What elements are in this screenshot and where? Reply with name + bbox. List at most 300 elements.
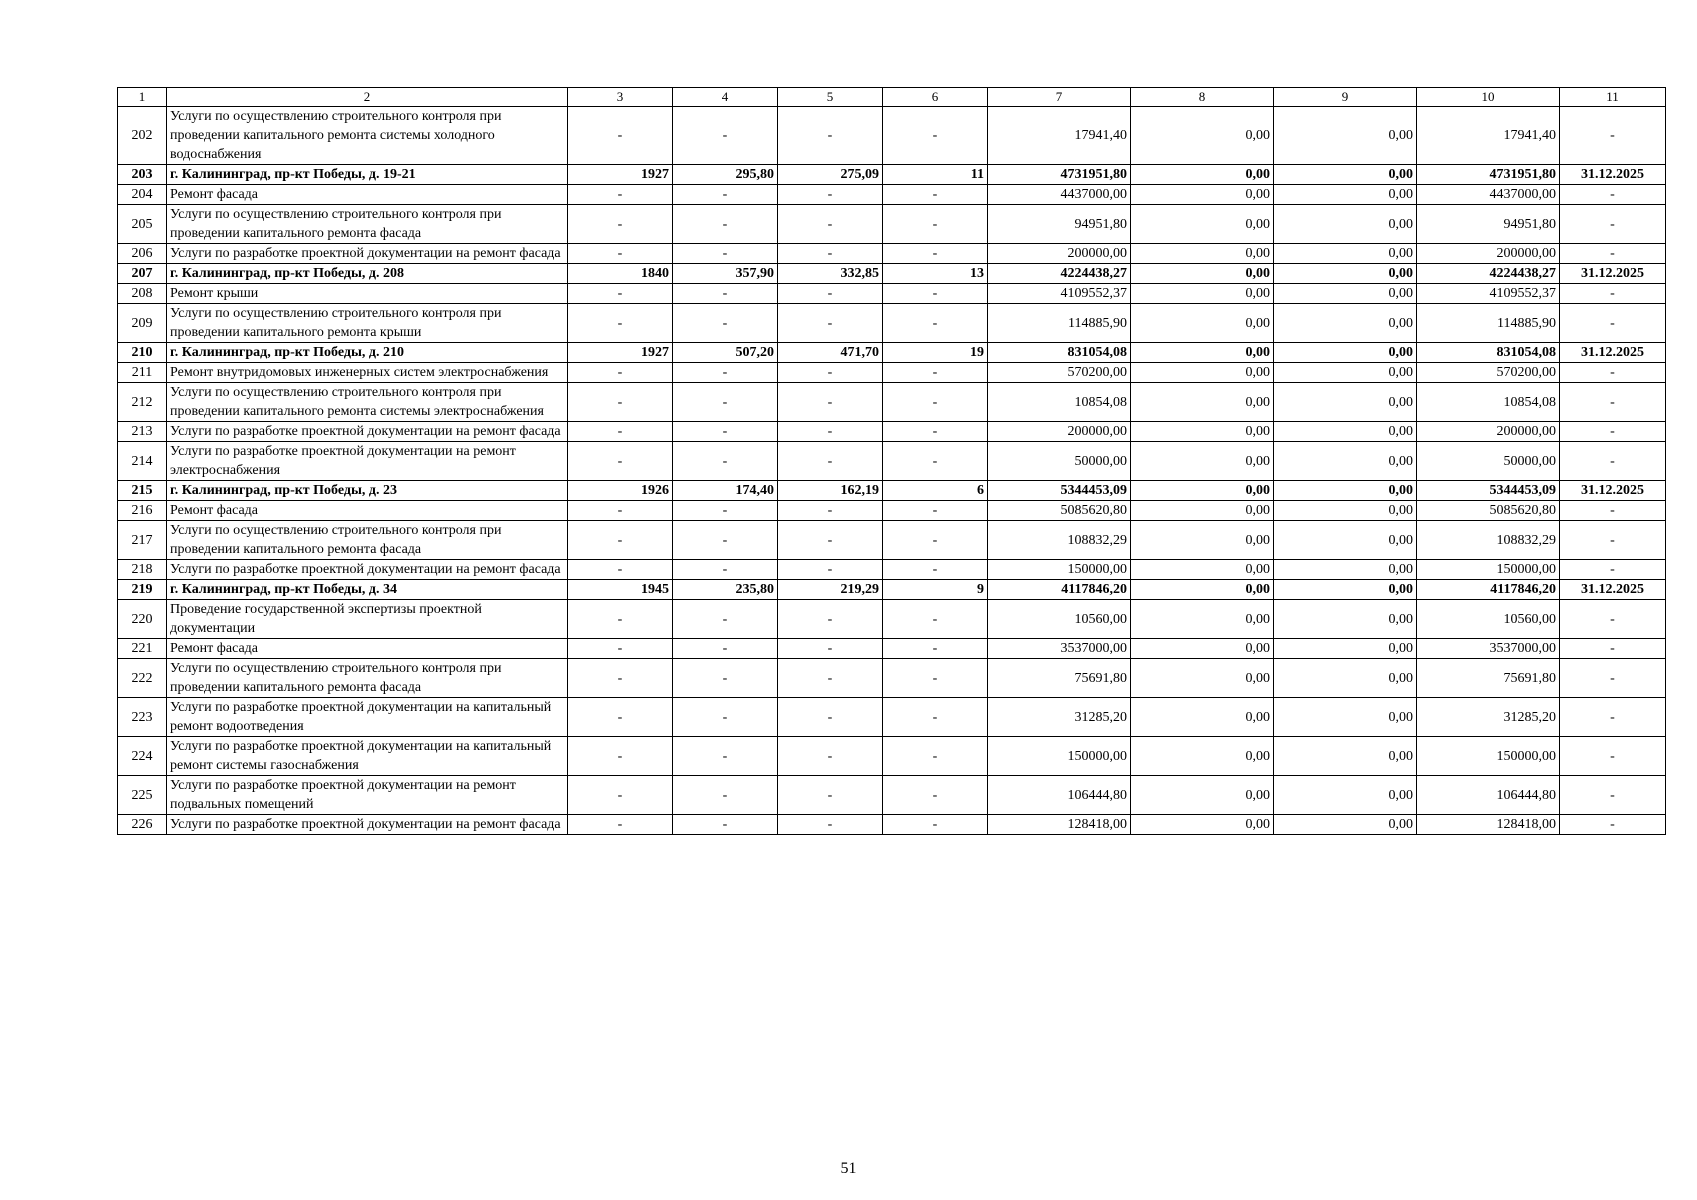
cell-col-6: - — [883, 205, 988, 244]
column-header-6: 6 — [883, 88, 988, 107]
cell-col-4: - — [673, 284, 778, 304]
cell-col-4: - — [673, 442, 778, 481]
cell-col-8: 0,00 — [1131, 284, 1274, 304]
cell-col-9: 0,00 — [1274, 264, 1417, 284]
cell-col-11-date: - — [1560, 185, 1666, 205]
cell-col-3: 1927 — [568, 343, 673, 363]
cell-description: Услуги по осуществлению строительного контроля при проведении капитального ремонта системы холодного водоснабжения — [167, 107, 568, 165]
table-row — [118, 205, 1666, 244]
cell-description: Услуги по разработке проектной документации на ремонт фасада — [167, 560, 568, 580]
column-header-2: 2 — [167, 88, 568, 107]
cell-col-10-amount: 200000,00 — [1417, 244, 1560, 264]
table-row — [118, 776, 1666, 815]
cell-col-7-amount: 4117846,20 — [988, 580, 1131, 600]
column-header-10: 10 — [1417, 88, 1560, 107]
cell-col-6: - — [883, 304, 988, 343]
cell-col-3: - — [568, 185, 673, 205]
cell-col-4: - — [673, 639, 778, 659]
cell-col-9: 0,00 — [1274, 600, 1417, 639]
cell-col-11-date: - — [1560, 107, 1666, 165]
cell-col-6: - — [883, 698, 988, 737]
table-row — [118, 481, 1666, 501]
cell-col-9: 0,00 — [1274, 205, 1417, 244]
cell-col-4: - — [673, 521, 778, 560]
table-row — [118, 521, 1666, 560]
cell-col-5: - — [778, 442, 883, 481]
cell-col-8: 0,00 — [1131, 521, 1274, 560]
cell-col-8: 0,00 — [1131, 304, 1274, 343]
cell-col-3: 1840 — [568, 264, 673, 284]
cell-col-8: 0,00 — [1131, 185, 1274, 205]
cell-col-10-amount: 4224438,27 — [1417, 264, 1560, 284]
cell-col-4: - — [673, 383, 778, 422]
cell-col-10-amount: 4117846,20 — [1417, 580, 1560, 600]
cell-col-6: - — [883, 442, 988, 481]
cell-col-6: - — [883, 185, 988, 205]
column-header-8: 8 — [1131, 88, 1274, 107]
cell-col-5: 162,19 — [778, 481, 883, 501]
table-row — [118, 363, 1666, 383]
cell-col-3: - — [568, 501, 673, 521]
cell-col-4: 507,20 — [673, 343, 778, 363]
cell-row-number: 224 — [118, 737, 167, 776]
cell-col-8: 0,00 — [1131, 501, 1274, 521]
cell-description: Услуги по разработке проектной документации на ремонт подвальных помещений — [167, 776, 568, 815]
cell-col-10-amount: 94951,80 — [1417, 205, 1560, 244]
cell-col-11-date: - — [1560, 383, 1666, 422]
cell-col-7-amount: 5085620,80 — [988, 501, 1131, 521]
table-row — [118, 560, 1666, 580]
cell-col-7-amount: 75691,80 — [988, 659, 1131, 698]
cell-col-9: 0,00 — [1274, 363, 1417, 383]
cell-row-number: 205 — [118, 205, 167, 244]
cell-row-number: 209 — [118, 304, 167, 343]
cell-col-5: - — [778, 383, 883, 422]
cell-col-8: 0,00 — [1131, 600, 1274, 639]
cell-col-3: - — [568, 521, 673, 560]
cell-col-9: 0,00 — [1274, 521, 1417, 560]
cell-col-4: - — [673, 185, 778, 205]
cell-col-11-date: - — [1560, 244, 1666, 264]
cell-row-number: 225 — [118, 776, 167, 815]
cell-col-6: - — [883, 244, 988, 264]
cell-col-7-amount: 3537000,00 — [988, 639, 1131, 659]
cell-col-11-date: - — [1560, 600, 1666, 639]
cell-col-11-date: - — [1560, 737, 1666, 776]
cell-col-9: 0,00 — [1274, 165, 1417, 185]
cell-col-11-date: - — [1560, 304, 1666, 343]
cell-col-9: 0,00 — [1274, 580, 1417, 600]
cell-col-8: 0,00 — [1131, 639, 1274, 659]
cell-row-number: 213 — [118, 422, 167, 442]
cell-row-number: 202 — [118, 107, 167, 165]
cell-col-6: - — [883, 639, 988, 659]
cell-col-3: - — [568, 659, 673, 698]
cell-col-11-date: - — [1560, 815, 1666, 835]
cell-col-10-amount: 108832,29 — [1417, 521, 1560, 560]
cell-description: г. Калининград, пр-кт Победы, д. 23 — [167, 481, 568, 501]
cell-col-9: 0,00 — [1274, 383, 1417, 422]
cell-col-3: - — [568, 107, 673, 165]
cell-col-6: - — [883, 422, 988, 442]
cell-col-7-amount: 106444,80 — [988, 776, 1131, 815]
cell-col-7-amount: 114885,90 — [988, 304, 1131, 343]
cell-col-10-amount: 106444,80 — [1417, 776, 1560, 815]
cell-col-6: - — [883, 560, 988, 580]
cell-col-8: 0,00 — [1131, 165, 1274, 185]
cell-col-5: - — [778, 639, 883, 659]
cell-row-number: 211 — [118, 363, 167, 383]
cell-col-8: 0,00 — [1131, 244, 1274, 264]
cell-row-number: 222 — [118, 659, 167, 698]
cell-col-7-amount: 200000,00 — [988, 422, 1131, 442]
cell-col-4: - — [673, 560, 778, 580]
cell-col-10-amount: 10854,08 — [1417, 383, 1560, 422]
cell-col-4: - — [673, 815, 778, 835]
cell-col-3: - — [568, 737, 673, 776]
cell-col-9: 0,00 — [1274, 284, 1417, 304]
cell-row-number: 223 — [118, 698, 167, 737]
table-row — [118, 580, 1666, 600]
cell-col-9: 0,00 — [1274, 244, 1417, 264]
cell-col-9: 0,00 — [1274, 698, 1417, 737]
data-table — [117, 87, 1666, 835]
cell-col-3: - — [568, 442, 673, 481]
cell-description: Ремонт фасада — [167, 501, 568, 521]
cell-description: г. Калининград, пр-кт Победы, д. 208 — [167, 264, 568, 284]
cell-col-6: 11 — [883, 165, 988, 185]
cell-col-11-date: - — [1560, 521, 1666, 560]
cell-description: Услуги по разработке проектной документации на ремонт фасада — [167, 422, 568, 442]
cell-col-10-amount: 50000,00 — [1417, 442, 1560, 481]
cell-col-7-amount: 150000,00 — [988, 737, 1131, 776]
cell-col-3: - — [568, 600, 673, 639]
cell-description: Услуги по осуществлению строительного контроля при проведении капитального ремонта системы электроснабжения — [167, 383, 568, 422]
column-header-5: 5 — [778, 88, 883, 107]
cell-col-3: 1927 — [568, 165, 673, 185]
cell-description: Проведение государственной экспертизы проектной документации — [167, 600, 568, 639]
cell-col-4: - — [673, 422, 778, 442]
cell-col-5: 332,85 — [778, 264, 883, 284]
table-row — [118, 185, 1666, 205]
cell-col-4: 235,80 — [673, 580, 778, 600]
cell-row-number: 207 — [118, 264, 167, 284]
cell-col-6: - — [883, 600, 988, 639]
cell-row-number: 203 — [118, 165, 167, 185]
cell-description: Услуги по разработке проектной документации на ремонт электроснабжения — [167, 442, 568, 481]
cell-col-9: 0,00 — [1274, 639, 1417, 659]
cell-col-9: 0,00 — [1274, 185, 1417, 205]
cell-row-number: 226 — [118, 815, 167, 835]
table-row — [118, 107, 1666, 165]
cell-col-3: 1945 — [568, 580, 673, 600]
cell-col-5: 275,09 — [778, 165, 883, 185]
cell-col-3: - — [568, 422, 673, 442]
cell-col-7-amount: 4109552,37 — [988, 284, 1131, 304]
cell-col-11-date: 31.12.2025 — [1560, 481, 1666, 501]
cell-col-3: - — [568, 815, 673, 835]
cell-col-10-amount: 831054,08 — [1417, 343, 1560, 363]
cell-col-4: 357,90 — [673, 264, 778, 284]
table-row — [118, 383, 1666, 422]
table-row — [118, 304, 1666, 343]
cell-col-3: - — [568, 383, 673, 422]
cell-description: г. Калининград, пр-кт Победы, д. 34 — [167, 580, 568, 600]
cell-col-8: 0,00 — [1131, 363, 1274, 383]
cell-col-11-date: - — [1560, 501, 1666, 521]
cell-row-number: 217 — [118, 521, 167, 560]
cell-col-10-amount: 75691,80 — [1417, 659, 1560, 698]
cell-col-3: - — [568, 698, 673, 737]
cell-col-5: - — [778, 185, 883, 205]
cell-col-6: - — [883, 659, 988, 698]
cell-col-11-date: - — [1560, 639, 1666, 659]
column-header-11: 11 — [1560, 88, 1666, 107]
cell-col-6: 13 — [883, 264, 988, 284]
cell-col-7-amount: 10560,00 — [988, 600, 1131, 639]
cell-col-4: - — [673, 107, 778, 165]
cell-col-5: - — [778, 107, 883, 165]
cell-col-7-amount: 10854,08 — [988, 383, 1131, 422]
cell-col-11-date: - — [1560, 442, 1666, 481]
cell-col-3: - — [568, 363, 673, 383]
cell-col-9: 0,00 — [1274, 776, 1417, 815]
cell-col-7-amount: 31285,20 — [988, 698, 1131, 737]
cell-col-7-amount: 94951,80 — [988, 205, 1131, 244]
cell-col-4: 295,80 — [673, 165, 778, 185]
cell-col-3: - — [568, 776, 673, 815]
cell-col-11-date: - — [1560, 659, 1666, 698]
cell-col-10-amount: 150000,00 — [1417, 560, 1560, 580]
table-row — [118, 244, 1666, 264]
cell-col-4: - — [673, 600, 778, 639]
cell-row-number: 219 — [118, 580, 167, 600]
cell-col-5: - — [778, 737, 883, 776]
cell-col-8: 0,00 — [1131, 343, 1274, 363]
cell-col-6: - — [883, 521, 988, 560]
cell-col-8: 0,00 — [1131, 737, 1274, 776]
cell-col-10-amount: 10560,00 — [1417, 600, 1560, 639]
cell-col-5: - — [778, 205, 883, 244]
cell-col-10-amount: 4437000,00 — [1417, 185, 1560, 205]
cell-col-11-date: - — [1560, 284, 1666, 304]
cell-col-11-date: 31.12.2025 — [1560, 343, 1666, 363]
table-row — [118, 815, 1666, 835]
cell-col-9: 0,00 — [1274, 442, 1417, 481]
cell-col-5: - — [778, 815, 883, 835]
cell-col-7-amount: 200000,00 — [988, 244, 1131, 264]
cell-col-8: 0,00 — [1131, 481, 1274, 501]
cell-description: Услуги по разработке проектной документации на ремонт фасада — [167, 815, 568, 835]
cell-col-11-date: - — [1560, 205, 1666, 244]
cell-col-11-date: - — [1560, 698, 1666, 737]
cell-col-3: - — [568, 560, 673, 580]
cell-col-4: - — [673, 659, 778, 698]
cell-col-10-amount: 5344453,09 — [1417, 481, 1560, 501]
cell-row-number: 204 — [118, 185, 167, 205]
table-body — [118, 88, 1666, 835]
column-header-4: 4 — [673, 88, 778, 107]
cell-col-7-amount: 4731951,80 — [988, 165, 1131, 185]
table-row — [118, 165, 1666, 185]
cell-col-10-amount: 114885,90 — [1417, 304, 1560, 343]
cell-description: Услуги по осуществлению строительного контроля при проведении капитального ремонта фасада — [167, 659, 568, 698]
cell-col-10-amount: 128418,00 — [1417, 815, 1560, 835]
cell-description: г. Калининград, пр-кт Победы, д. 210 — [167, 343, 568, 363]
cell-col-5: 219,29 — [778, 580, 883, 600]
table-row — [118, 422, 1666, 442]
cell-row-number: 218 — [118, 560, 167, 580]
cell-col-3: - — [568, 639, 673, 659]
cell-col-8: 0,00 — [1131, 442, 1274, 481]
cell-row-number: 206 — [118, 244, 167, 264]
cell-col-8: 0,00 — [1131, 264, 1274, 284]
cell-row-number: 215 — [118, 481, 167, 501]
cell-col-7-amount: 108832,29 — [988, 521, 1131, 560]
cell-col-11-date: 31.12.2025 — [1560, 165, 1666, 185]
column-header-7: 7 — [988, 88, 1131, 107]
cell-description: Услуги по разработке проектной документации на капитальный ремонт системы газоснабжения — [167, 737, 568, 776]
cell-col-10-amount: 200000,00 — [1417, 422, 1560, 442]
header-row — [118, 88, 1666, 107]
cell-col-11-date: - — [1560, 560, 1666, 580]
column-header-1: 1 — [118, 88, 167, 107]
cell-col-8: 0,00 — [1131, 560, 1274, 580]
table-row — [118, 501, 1666, 521]
cell-col-9: 0,00 — [1274, 737, 1417, 776]
cell-col-4: - — [673, 304, 778, 343]
cell-col-9: 0,00 — [1274, 107, 1417, 165]
page-number: 51 — [840, 1160, 857, 1177]
cell-col-11-date: - — [1560, 776, 1666, 815]
cell-col-6: - — [883, 383, 988, 422]
cell-col-5: - — [778, 560, 883, 580]
cell-col-8: 0,00 — [1131, 383, 1274, 422]
cell-col-10-amount: 150000,00 — [1417, 737, 1560, 776]
cell-col-10-amount: 4109552,37 — [1417, 284, 1560, 304]
cell-col-5: - — [778, 244, 883, 264]
cell-description: Ремонт крыши — [167, 284, 568, 304]
cell-col-9: 0,00 — [1274, 659, 1417, 698]
cell-col-6: - — [883, 815, 988, 835]
table-row — [118, 698, 1666, 737]
cell-col-5: - — [778, 363, 883, 383]
cell-col-9: 0,00 — [1274, 422, 1417, 442]
cell-col-10-amount: 31285,20 — [1417, 698, 1560, 737]
cell-col-11-date: - — [1560, 363, 1666, 383]
cell-col-5: - — [778, 600, 883, 639]
cell-col-7-amount: 4437000,00 — [988, 185, 1131, 205]
cell-col-8: 0,00 — [1131, 698, 1274, 737]
cell-col-6: - — [883, 737, 988, 776]
table-row — [118, 737, 1666, 776]
cell-col-6: - — [883, 363, 988, 383]
cell-col-10-amount: 570200,00 — [1417, 363, 1560, 383]
cell-col-3: - — [568, 284, 673, 304]
cell-col-4: - — [673, 737, 778, 776]
cell-description: Услуги по разработке проектной документации на капитальный ремонт водоотведения — [167, 698, 568, 737]
column-header-9: 9 — [1274, 88, 1417, 107]
cell-col-3: - — [568, 304, 673, 343]
cell-col-7-amount: 570200,00 — [988, 363, 1131, 383]
cell-col-8: 0,00 — [1131, 422, 1274, 442]
cell-col-9: 0,00 — [1274, 481, 1417, 501]
cell-col-5: - — [778, 776, 883, 815]
cell-col-4: - — [673, 244, 778, 264]
cell-description: Ремонт внутридомовых инженерных систем электроснабжения — [167, 363, 568, 383]
cell-description: Услуги по осуществлению строительного контроля при проведении капитального ремонта фасада — [167, 521, 568, 560]
cell-col-7-amount: 17941,40 — [988, 107, 1131, 165]
cell-row-number: 210 — [118, 343, 167, 363]
cell-col-3: 1926 — [568, 481, 673, 501]
cell-col-6: - — [883, 107, 988, 165]
cell-col-7-amount: 50000,00 — [988, 442, 1131, 481]
cell-col-6: 19 — [883, 343, 988, 363]
cell-row-number: 214 — [118, 442, 167, 481]
cell-col-4: - — [673, 363, 778, 383]
cell-col-8: 0,00 — [1131, 107, 1274, 165]
cell-col-9: 0,00 — [1274, 560, 1417, 580]
table-row — [118, 659, 1666, 698]
cell-col-6: - — [883, 776, 988, 815]
cell-col-5: - — [778, 501, 883, 521]
cell-row-number: 221 — [118, 639, 167, 659]
cell-col-7-amount: 4224438,27 — [988, 264, 1131, 284]
cell-row-number: 220 — [118, 600, 167, 639]
cell-col-6: 9 — [883, 580, 988, 600]
cell-col-3: - — [568, 244, 673, 264]
cell-description: Услуги по разработке проектной документации на ремонт фасада — [167, 244, 568, 264]
cell-col-5: - — [778, 422, 883, 442]
cell-description: Ремонт фасада — [167, 639, 568, 659]
cell-col-11-date: - — [1560, 422, 1666, 442]
cell-col-5: 471,70 — [778, 343, 883, 363]
cell-col-5: - — [778, 304, 883, 343]
cell-col-10-amount: 5085620,80 — [1417, 501, 1560, 521]
cell-col-8: 0,00 — [1131, 776, 1274, 815]
cell-col-5: - — [778, 698, 883, 737]
cell-col-9: 0,00 — [1274, 815, 1417, 835]
cell-col-7-amount: 831054,08 — [988, 343, 1131, 363]
cell-row-number: 216 — [118, 501, 167, 521]
cell-col-11-date: 31.12.2025 — [1560, 580, 1666, 600]
table-row — [118, 284, 1666, 304]
cell-col-6: 6 — [883, 481, 988, 501]
table-row — [118, 343, 1666, 363]
cell-col-8: 0,00 — [1131, 580, 1274, 600]
table-row — [118, 600, 1666, 639]
table-row — [118, 639, 1666, 659]
cell-col-7-amount: 5344453,09 — [988, 481, 1131, 501]
cell-description: Услуги по осуществлению строительного контроля при проведении капитального ремонта фасада — [167, 205, 568, 244]
table-row — [118, 264, 1666, 284]
cell-col-5: - — [778, 284, 883, 304]
cell-col-4: - — [673, 776, 778, 815]
cell-col-6: - — [883, 501, 988, 521]
cell-description: Услуги по осуществлению строительного контроля при проведении капитального ремонта крыши — [167, 304, 568, 343]
cell-col-7-amount: 128418,00 — [988, 815, 1131, 835]
cell-col-4: - — [673, 205, 778, 244]
cell-description: г. Калининград, пр-кт Победы, д. 19-21 — [167, 165, 568, 185]
cell-description: Ремонт фасада — [167, 185, 568, 205]
cell-col-7-amount: 150000,00 — [988, 560, 1131, 580]
cell-col-5: - — [778, 521, 883, 560]
column-header-3: 3 — [568, 88, 673, 107]
cell-col-4: - — [673, 698, 778, 737]
cell-col-8: 0,00 — [1131, 659, 1274, 698]
cell-col-8: 0,00 — [1131, 815, 1274, 835]
cell-col-10-amount: 4731951,80 — [1417, 165, 1560, 185]
